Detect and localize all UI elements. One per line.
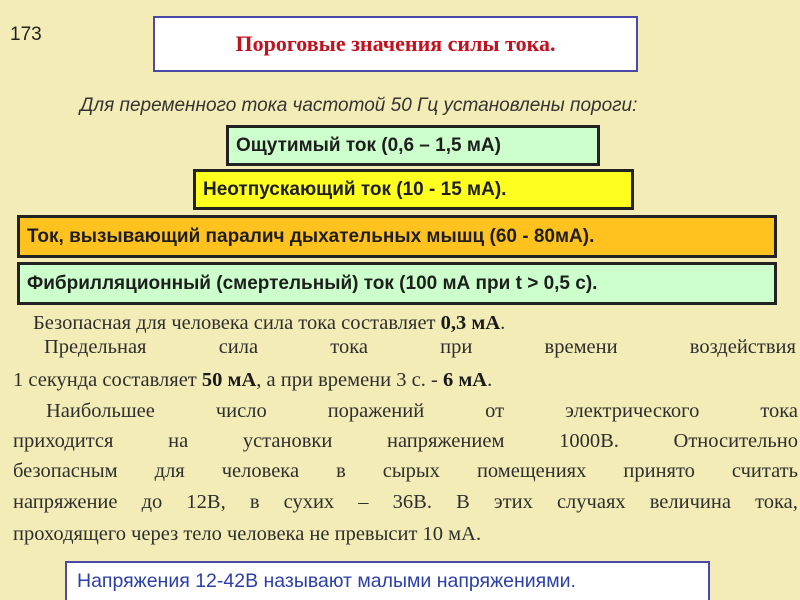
paragraph-word: Наибольшее <box>46 400 155 422</box>
note-box <box>65 561 710 600</box>
paragraph-line-5: проходящего через тело человека не превысит 10 мА. <box>13 523 482 545</box>
paragraph-word: тока <box>760 400 798 422</box>
limit-word: воздействия <box>689 336 796 358</box>
limit-line-1 <box>44 336 796 359</box>
paragraph-word: 1000В. <box>559 430 619 452</box>
note-text: Напряжения 12-42В называют малыми напряжениями. <box>77 570 576 592</box>
paragraph-word: помещениях <box>476 460 587 482</box>
limit-text-start: 1 секунда составляет <box>13 369 202 391</box>
paragraph-word: в <box>336 460 346 482</box>
paragraph-word: случаях <box>556 491 626 513</box>
threshold-fibrillation: Фибрилляционный (смертельный) ток (100 мА при t > 0,5 с). <box>17 262 777 305</box>
paragraph-word: поражений <box>327 400 425 422</box>
paragraph-word: Относительно <box>673 430 798 452</box>
safe-current-text: Безопасная для человека сила тока составляет <box>33 312 441 334</box>
safe-current-line <box>33 312 505 335</box>
limit-word: времени <box>544 336 618 358</box>
paragraph-line-2 <box>13 430 798 453</box>
paragraph-word: этих <box>493 491 533 513</box>
safe-current-end: . <box>500 312 506 334</box>
paragraph-word: число <box>215 400 267 422</box>
paragraph-word: напряжение <box>13 491 118 513</box>
limit-word: Предельная <box>44 336 147 358</box>
threshold-perceptible: Ощутимый ток (0,6 – 1,5 мА) <box>226 125 600 166</box>
limit-text-middle: , а при времени 3 с. - <box>256 369 443 391</box>
paragraph-word: – <box>358 491 369 513</box>
paragraph-word: от <box>485 400 505 422</box>
paragraph-word: установки <box>242 430 333 452</box>
paragraph-word: в <box>249 491 260 513</box>
paragraph-word: 12В, <box>186 491 226 513</box>
safe-current-value: 0,3 мА <box>440 312 501 334</box>
paragraph-word: человека <box>221 460 300 482</box>
title-box <box>153 16 638 72</box>
limit-value-3s: 6 мА <box>442 369 488 391</box>
paragraph-word: В <box>456 491 470 513</box>
intro-text: Для переменного тока частотой 50 Гц установлены пороги: <box>80 95 638 116</box>
paragraph-word: величина <box>649 491 731 513</box>
slide-title: Пороговые значения силы тока. <box>235 31 556 56</box>
paragraph-word: безопасным <box>13 460 118 482</box>
paragraph-word: принято <box>623 460 695 482</box>
threshold-let-go: Неотпускающий ток (10 - 15 мА). <box>193 169 634 210</box>
paragraph-word: считать <box>731 460 798 482</box>
limit-text-end: . <box>487 369 493 391</box>
paragraph-line-4 <box>13 491 798 514</box>
limit-value-1s: 50 мА <box>201 369 257 391</box>
paragraph-word: до <box>141 491 163 513</box>
paragraph-word: приходится <box>13 430 114 452</box>
limit-word: сила <box>218 336 259 358</box>
paragraph-word: электрического <box>565 400 700 422</box>
paragraph-line-1 <box>46 400 798 423</box>
paragraph-word: сырых <box>382 460 440 482</box>
paragraph-word: для <box>154 460 185 482</box>
limit-word: тока <box>330 336 368 358</box>
slide-number: 173 <box>10 24 42 45</box>
paragraph-word: напряжением <box>386 430 505 452</box>
paragraph-line-3 <box>13 460 798 483</box>
limit-line-2 <box>13 369 492 392</box>
paragraph-word: сухих <box>283 491 335 513</box>
paragraph-word: тока, <box>755 491 798 513</box>
paragraph-word: 36В. <box>392 491 432 513</box>
paragraph-word: на <box>168 430 189 452</box>
limit-word: при <box>440 336 473 358</box>
threshold-respiratory-paralysis: Ток, вызывающий паралич дыхательных мышц (60 - 80мА). <box>17 215 777 258</box>
